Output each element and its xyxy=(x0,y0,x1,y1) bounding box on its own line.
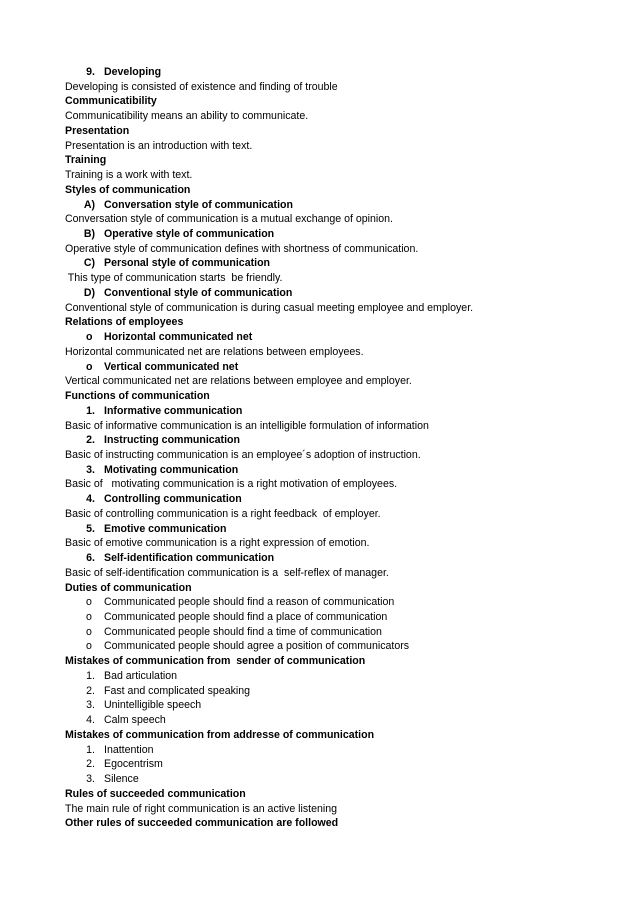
paragraph-line: Presentation is an introduction with text. xyxy=(65,140,253,152)
paragraph-line: Basic of motivating communication is a right motivation of employees. xyxy=(65,478,398,490)
list-item-text: Emotive communication xyxy=(104,523,227,535)
bullet-marker: o xyxy=(86,626,92,638)
list-marker: 2. xyxy=(86,434,95,446)
list-item-text: Informative communication xyxy=(104,405,243,417)
bullet-marker: o xyxy=(86,596,92,608)
paragraph-line: Developing is consisted of existence and finding of trouble xyxy=(65,81,338,93)
bullet-marker: o xyxy=(86,331,93,343)
list-item-text: Silence xyxy=(104,773,139,785)
paragraph-line: Operative style of communication defines with shortness of communication. xyxy=(65,243,419,255)
list-item-text: Fast and complicated speaking xyxy=(104,685,251,697)
list-marker: 3. xyxy=(86,699,95,711)
section-heading: Mistakes of communication from addresse of communication xyxy=(65,729,375,741)
list-item-text: Communicated people should find a time of communication xyxy=(104,626,382,638)
list-marker: 4. xyxy=(86,493,95,505)
paragraph-line: Basic of controlling communication is a right feedback of employer. xyxy=(65,508,381,520)
list-item-text: Personal style of communication xyxy=(104,257,271,269)
list-marker: 1. xyxy=(86,670,95,682)
paragraph-line: Basic of self-identification communication is a self-reflex of manager. xyxy=(65,567,389,579)
list-marker: C) xyxy=(83,257,95,269)
paragraph-line: The main rule of right communication is an active listening xyxy=(65,803,338,815)
section-heading: Training xyxy=(65,154,107,166)
list-item-text: Controlling communication xyxy=(104,493,242,505)
list-marker: 3. xyxy=(86,464,95,476)
section-heading: Relations of employees xyxy=(65,316,184,328)
paragraph-line: Training is a work with text. xyxy=(65,169,193,181)
list-marker: 3. xyxy=(86,773,95,785)
list-marker: 5. xyxy=(86,523,95,535)
paragraph-line: Conversation style of communication is a mutual exchange of opinion. xyxy=(65,213,393,225)
list-item-text: Vertical communicated net xyxy=(104,361,239,373)
list-item-text: Communicated people should agree a position of communicators xyxy=(104,640,410,652)
list-item-text: Calm speech xyxy=(104,714,166,726)
section-heading: Styles of communication xyxy=(65,184,191,196)
list-marker: B) xyxy=(83,228,95,240)
section-heading: Mistakes of communication from sender of communication xyxy=(65,655,366,667)
list-item-text: Bad articulation xyxy=(104,670,178,682)
list-marker: 4. xyxy=(86,714,95,726)
list-marker: 2. xyxy=(86,758,95,770)
paragraph-line: Conventional style of communication is during casual meeting employee and employer. xyxy=(65,302,474,314)
section-heading: Communicatibility xyxy=(65,95,157,107)
list-marker: 2. xyxy=(86,685,95,697)
list-item-text: Communicated people should find a place of communication xyxy=(104,611,388,623)
list-marker: 1. xyxy=(86,405,95,417)
list-item-text: Communicated people should find a reason of communication xyxy=(104,596,395,608)
paragraph-line: Vertical communicated net are relations between employee and employer. xyxy=(65,375,412,387)
paragraph-line: Horizontal communicated net are relations between employees. xyxy=(65,346,364,358)
paragraph-line: Basic of emotive communication is a right expression of emotion. xyxy=(65,537,370,549)
list-marker: 6. xyxy=(86,552,95,564)
list-item-text: Motivating communication xyxy=(104,464,239,476)
bullet-marker: o xyxy=(86,361,93,373)
list-marker: A) xyxy=(83,199,95,211)
section-heading: Functions of communication xyxy=(65,390,210,402)
bullet-marker: o xyxy=(86,611,92,623)
list-item-text: Conversation style of communication xyxy=(104,199,293,211)
paragraph-line: This type of communication starts be friendly. xyxy=(65,272,283,284)
list-item-text: Developing xyxy=(104,66,162,78)
paragraph-line: Basic of informative communication is an intelligible formulation of information xyxy=(65,420,429,432)
list-marker: D) xyxy=(83,287,95,299)
list-item-text: Egocentrism xyxy=(104,758,163,770)
paragraph-line: Basic of instructing communication is an employee´s adoption of instruction. xyxy=(65,449,421,461)
paragraph-line: Communicatibility means an ability to communicate. xyxy=(65,110,309,122)
list-item-text: Operative style of communication xyxy=(104,228,275,240)
section-heading: Duties of communication xyxy=(65,582,192,594)
list-marker: 9. xyxy=(86,66,95,78)
list-item-text: Inattention xyxy=(104,744,154,756)
section-heading: Rules of succeeded communication xyxy=(65,788,246,800)
section-heading: Presentation xyxy=(65,125,130,137)
list-item-text: Horizontal communicated net xyxy=(104,331,253,343)
list-item-text: Unintelligible speech xyxy=(104,699,202,711)
list-item-text: Instructing communication xyxy=(104,434,240,446)
section-heading: Other rules of succeeded communication are followed xyxy=(65,817,339,829)
list-item-text: Self-identification communication xyxy=(104,552,275,564)
list-marker: 1. xyxy=(86,744,95,756)
bullet-marker: o xyxy=(86,640,92,652)
list-item-text: Conventional style of communication xyxy=(104,287,293,299)
